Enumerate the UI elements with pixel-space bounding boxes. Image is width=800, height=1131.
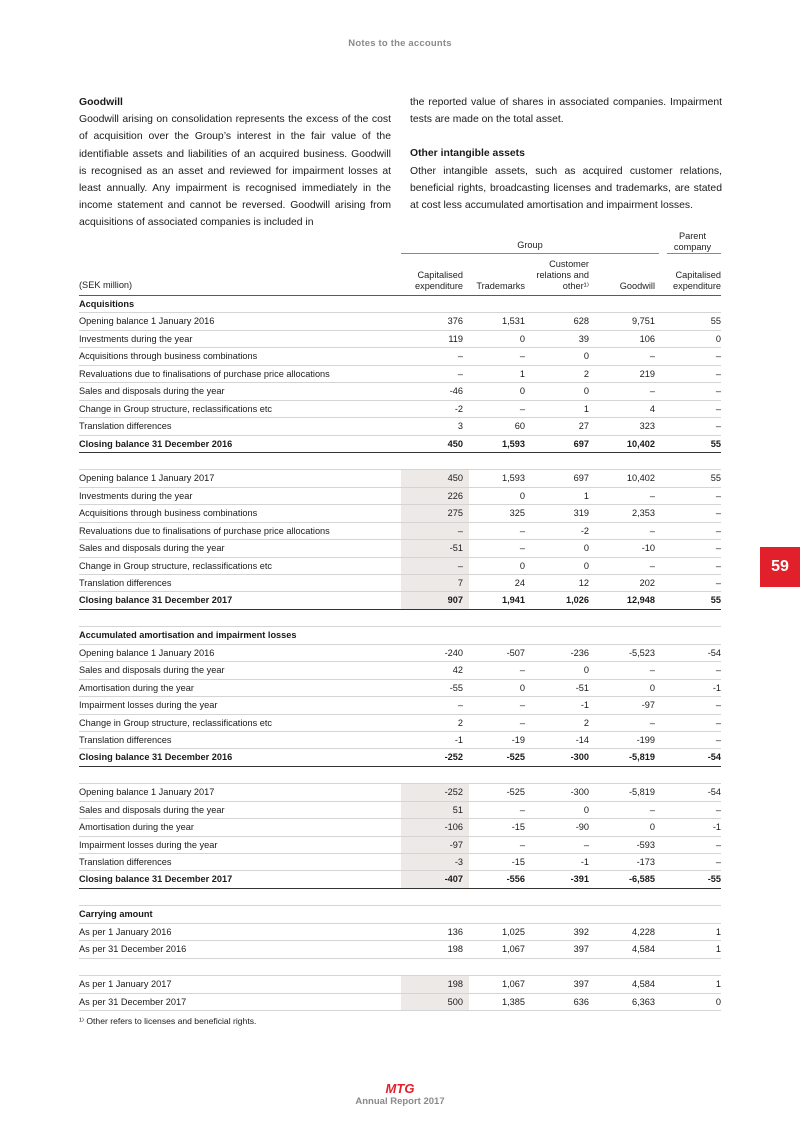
- row-label: Sales and disposals during the year: [79, 543, 225, 554]
- cell-value: -252: [444, 787, 463, 798]
- cell-value: –: [649, 490, 655, 501]
- table-row: [79, 924, 721, 941]
- cell-value: –: [519, 543, 525, 554]
- cell-value: 1: [583, 490, 589, 501]
- table-row: [79, 819, 721, 836]
- cell-value: 397: [573, 944, 589, 955]
- cell-value: –: [715, 508, 721, 519]
- cell-value: 1: [715, 979, 721, 990]
- cell-value: 51: [452, 804, 463, 815]
- group-label: Group: [517, 240, 543, 250]
- row-label: Revaluations due to finalisations of purchase price allocations: [79, 525, 330, 536]
- cell-value: 2: [583, 717, 589, 728]
- text-column-left: [79, 94, 391, 232]
- table-header: [79, 230, 721, 296]
- cell-value: 323: [639, 421, 655, 432]
- row-label: Acquisitions through business combinations: [79, 508, 258, 519]
- table-footnote: ¹⁾ Other refers to licenses and beneficial rights.: [79, 1015, 257, 1026]
- cell-value: 226: [447, 490, 463, 501]
- table-row: [79, 662, 721, 679]
- cell-value: 0: [715, 333, 721, 344]
- cell-value: 55: [710, 595, 721, 606]
- table-row: [79, 680, 721, 697]
- cell-value: –: [715, 804, 721, 815]
- cell-value: -1: [712, 682, 721, 693]
- row-label: Impairment losses during the year: [79, 700, 218, 711]
- cell-value: -5,819: [628, 787, 655, 798]
- table-spacer: [79, 767, 721, 784]
- row-label: Amortisation during the year: [79, 682, 194, 693]
- row-label: Sales and disposals during the year: [79, 665, 225, 676]
- cell-value: 500: [447, 996, 463, 1007]
- row-label: As per 31 December 2017: [79, 996, 187, 1007]
- cell-value: -51: [449, 543, 463, 554]
- footer-text: Annual Report 2017: [355, 1096, 445, 1107]
- cell-value: –: [649, 804, 655, 815]
- row-label: Translation differences: [79, 578, 172, 588]
- table-row: [79, 383, 721, 400]
- row-label: Closing balance 31 December 2016: [79, 752, 233, 763]
- cell-value: 12: [578, 578, 589, 588]
- cell-value: –: [715, 734, 721, 745]
- cell-value: 2: [583, 368, 589, 379]
- cell-value: -51: [575, 682, 589, 693]
- table-section-header: [79, 296, 721, 313]
- cell-value: 1,593: [502, 473, 525, 484]
- table-row: [79, 313, 721, 330]
- row-label: Translation differences: [79, 857, 172, 867]
- cell-value: –: [715, 560, 721, 571]
- cell-value: 60: [514, 421, 525, 432]
- table-section-header: [79, 627, 721, 644]
- cell-value: -556: [506, 874, 525, 885]
- table-row: [79, 941, 721, 958]
- cell-value: 392: [573, 926, 589, 937]
- table-row: [79, 732, 721, 749]
- cell-value: -14: [575, 734, 589, 745]
- table-row: [79, 540, 721, 557]
- cell-value: 39: [578, 333, 589, 344]
- cell-value: 2: [457, 717, 463, 728]
- cell-value: -5,819: [628, 752, 655, 763]
- cell-value: 4,228: [632, 926, 655, 937]
- row-label: Translation differences: [79, 421, 172, 432]
- row-label: As per 31 December 2016: [79, 944, 187, 955]
- cell-value: 1,026: [566, 595, 589, 606]
- cell-value: –: [519, 717, 525, 728]
- goodwill-text-part2: the reported value of shares in associated companies. Impairment tests are made on the total asset.: [410, 97, 722, 126]
- cell-value: 1: [715, 944, 721, 955]
- cell-value: 0: [583, 351, 589, 362]
- cell-value: 907: [447, 595, 463, 606]
- row-label: As per 1 January 2016: [79, 926, 172, 937]
- cell-value: -236: [570, 647, 589, 658]
- cell-value: 1: [519, 368, 525, 379]
- cell-value: 0: [583, 560, 589, 571]
- intangible-assets-table: [79, 230, 721, 1027]
- cell-value: -300: [570, 752, 589, 763]
- cell-value: –: [457, 560, 463, 571]
- cell-value: 7: [457, 578, 463, 588]
- cell-value: -525: [506, 787, 525, 798]
- row-label: Opening balance 1 January 2016: [79, 316, 215, 327]
- cell-value: 4: [649, 403, 655, 414]
- row-label: Accumulated amortisation and impairment losses: [79, 630, 297, 641]
- cell-value: –: [715, 700, 721, 711]
- cell-value: 0: [649, 822, 655, 833]
- cell-value: 4,584: [632, 944, 655, 955]
- cell-value: -240: [444, 647, 463, 658]
- cell-value: -2: [454, 403, 463, 414]
- table-spacer: [79, 959, 721, 976]
- cell-value: 450: [447, 473, 463, 484]
- cell-value: –: [715, 665, 721, 676]
- parent-company-label: Parent company: [673, 231, 712, 252]
- goodwill-text-part1: Goodwill arising on consolidation represents the excess of the cost of acquisition over the Group’s interest in the fair value of the identifiable assets and liabilities of an acquired business. Goodwill is recognised as an asset and reviewed for impairment losses at least annually. Any impairment is recognised immediately in the income statement and cannot be reversed. Goodwill arising from acquisitions of associated companies is included in: [79, 114, 391, 229]
- cell-value: 450: [447, 438, 463, 449]
- mtg-logo: MTG: [385, 1081, 415, 1096]
- table-row: [79, 575, 721, 592]
- row-label: Revaluations due to finalisations of purchase price allocations: [79, 368, 330, 379]
- cell-value: –: [519, 839, 525, 850]
- cell-value: 0: [519, 560, 525, 571]
- goodwill-heading: Goodwill: [79, 97, 123, 108]
- cell-value: 12,948: [626, 595, 655, 606]
- cell-value: 136: [447, 926, 463, 937]
- row-label: Investments during the year: [79, 490, 193, 501]
- row-label: Change in Group structure, reclassifications etc: [79, 403, 273, 414]
- cell-value: -6,585: [628, 874, 655, 885]
- cell-value: 55: [710, 438, 721, 449]
- cell-value: –: [715, 421, 721, 432]
- cell-value: –: [457, 351, 463, 362]
- cell-value: 6,363: [632, 996, 655, 1007]
- row-label: Acquisitions through business combinations: [79, 351, 258, 362]
- cell-value: 106: [639, 333, 655, 344]
- cell-value: –: [715, 839, 721, 850]
- cell-value: 202: [639, 578, 655, 588]
- table-spacer: [79, 889, 721, 906]
- table-spacer: [79, 453, 721, 470]
- table-row: [79, 418, 721, 435]
- cell-value: 1,593: [502, 438, 525, 449]
- table-row: [79, 871, 721, 888]
- cell-value: -507: [506, 647, 525, 658]
- cell-value: 3: [457, 421, 463, 432]
- cell-value: -15: [511, 822, 525, 833]
- col-header-goodwill: Goodwill: [619, 281, 655, 291]
- table-row: [79, 749, 721, 766]
- row-label: Opening balance 1 January 2017: [79, 473, 215, 484]
- text-column-right: [410, 94, 722, 214]
- cell-value: -1: [454, 734, 463, 745]
- cell-value: -5,523: [628, 647, 655, 658]
- cell-value: 1,025: [502, 926, 525, 937]
- table-row: [79, 401, 721, 418]
- table-row: [79, 994, 721, 1011]
- row-label: Carrying amount: [79, 909, 153, 920]
- cell-value: –: [715, 403, 721, 414]
- col-header-trademarks: Trademarks: [476, 281, 525, 291]
- row-label: Closing balance 31 December 2017: [79, 874, 233, 885]
- cell-value: 198: [447, 979, 463, 990]
- cell-value: 0: [519, 682, 525, 693]
- table-row: [79, 784, 721, 801]
- parent-underline: [667, 253, 721, 254]
- unit-label: (SEK million): [79, 280, 133, 290]
- cell-value: –: [715, 368, 721, 379]
- cell-value: 0: [583, 804, 589, 815]
- row-label: Change in Group structure, reclassifications etc: [79, 717, 273, 728]
- row-label: Closing balance 31 December 2017: [79, 595, 233, 606]
- cell-value: 628: [573, 316, 589, 327]
- table-row: [79, 802, 721, 819]
- cell-value: –: [519, 525, 525, 536]
- cell-value: 0: [583, 386, 589, 397]
- page-number-tab: 59: [760, 547, 800, 587]
- cell-value: -1: [712, 822, 721, 833]
- cell-value: -106: [444, 822, 463, 833]
- row-label: Closing balance 31 December 2016: [79, 438, 233, 449]
- cell-value: –: [457, 700, 463, 711]
- cell-value: –: [715, 543, 721, 554]
- cell-value: –: [715, 857, 721, 867]
- cell-value: -173: [636, 857, 655, 867]
- table-row: [79, 505, 721, 522]
- cell-value: 697: [573, 438, 589, 449]
- cell-value: –: [583, 839, 589, 850]
- cell-value: 24: [514, 578, 525, 588]
- cell-value: -10: [641, 543, 655, 554]
- cell-value: -55: [449, 682, 463, 693]
- cell-value: 325: [509, 508, 525, 519]
- cell-value: –: [715, 578, 721, 588]
- cell-value: –: [457, 368, 463, 379]
- cell-value: -15: [511, 857, 525, 867]
- cell-value: 219: [639, 368, 655, 379]
- table-spacer: [79, 610, 721, 627]
- cell-value: 275: [447, 508, 463, 519]
- cell-value: 319: [573, 508, 589, 519]
- cell-value: 0: [519, 490, 525, 501]
- cell-value: 0: [519, 386, 525, 397]
- table-row: [79, 436, 721, 453]
- cell-value: -1: [580, 700, 589, 711]
- row-label: Amortisation during the year: [79, 822, 194, 833]
- cell-value: –: [649, 560, 655, 571]
- cell-value: –: [649, 386, 655, 397]
- cell-value: 10,402: [626, 473, 655, 484]
- cell-value: 9,751: [632, 316, 655, 327]
- cell-value: 0: [649, 682, 655, 693]
- other-intangible-text: Other intangible assets, such as acquired customer relations, beneficial rights, broadcasting licenses and trademarks, are stated at cost less accumulated amortisation and impairment losses.: [410, 165, 722, 212]
- col-header-customer-relations: Customer relations and other¹⁾: [536, 259, 589, 291]
- cell-value: 0: [583, 543, 589, 554]
- table-row: [79, 715, 721, 732]
- table-section-header: [79, 906, 721, 923]
- table-row: [79, 645, 721, 662]
- cell-value: -90: [575, 822, 589, 833]
- table-row: [79, 854, 721, 871]
- cell-value: 1: [583, 403, 589, 414]
- cell-value: 1,067: [502, 944, 525, 955]
- other-intangible-heading: Other intangible assets: [410, 148, 525, 160]
- col-header-capex: Capitalised expenditure: [414, 270, 463, 291]
- cell-value: -391: [570, 874, 589, 885]
- cell-value: 1: [715, 926, 721, 937]
- row-label: Impairment losses during the year: [79, 839, 218, 850]
- cell-value: -54: [707, 787, 721, 798]
- cell-value: 4,584: [632, 979, 655, 990]
- table-body: [79, 296, 721, 1011]
- cell-value: 1,941: [502, 595, 525, 606]
- table-row: [79, 348, 721, 365]
- cell-value: 376: [447, 316, 463, 327]
- cell-value: –: [457, 525, 463, 536]
- cell-value: 198: [447, 944, 463, 955]
- cell-value: -55: [707, 874, 721, 885]
- cell-value: 1,385: [502, 996, 525, 1007]
- cell-value: 697: [573, 473, 589, 484]
- cell-value: –: [519, 804, 525, 815]
- cell-value: –: [519, 351, 525, 362]
- cell-value: 1,067: [502, 979, 525, 990]
- table-row: [79, 488, 721, 505]
- cell-value: 119: [448, 333, 463, 344]
- cell-value: -3: [454, 857, 463, 867]
- cell-value: -97: [641, 700, 655, 711]
- table-row: [79, 837, 721, 854]
- cell-value: 0: [715, 996, 721, 1007]
- cell-value: -97: [449, 839, 463, 850]
- row-label: Sales and disposals during the year: [79, 804, 225, 815]
- cell-value: 27: [578, 421, 589, 432]
- cell-value: –: [649, 665, 655, 676]
- row-label: Translation differences: [79, 734, 172, 745]
- cell-value: 636: [573, 996, 589, 1007]
- row-label: As per 1 January 2017: [79, 979, 172, 990]
- cell-value: -19: [511, 734, 525, 745]
- cell-value: 0: [519, 333, 525, 344]
- row-label: Sales and disposals during the year: [79, 386, 225, 397]
- cell-value: 0: [583, 665, 589, 676]
- cell-value: –: [715, 386, 721, 397]
- cell-value: –: [715, 490, 721, 501]
- cell-value: –: [519, 700, 525, 711]
- col-header-parent-capex: Capitalised expenditure: [672, 270, 721, 291]
- group-underline: [401, 253, 659, 254]
- cell-value: –: [649, 525, 655, 536]
- page-header-title: Notes to the accounts: [348, 38, 452, 49]
- table-row: [79, 366, 721, 383]
- row-label: Acquisitions: [79, 299, 135, 309]
- row-label: Investments during the year: [79, 333, 193, 344]
- cell-value: -1: [580, 857, 589, 867]
- table-row: [79, 976, 721, 993]
- cell-value: 55: [710, 316, 721, 327]
- cell-value: -407: [444, 874, 463, 885]
- cell-value: –: [649, 717, 655, 728]
- table-row: [79, 558, 721, 575]
- cell-value: –: [715, 351, 721, 362]
- cell-value: -199: [636, 734, 655, 745]
- cell-value: 55: [710, 473, 721, 484]
- table-row: [79, 523, 721, 540]
- row-label: Change in Group structure, reclassifications etc: [79, 560, 273, 571]
- cell-value: -252: [444, 752, 463, 763]
- cell-value: -46: [449, 386, 463, 397]
- row-label: Opening balance 1 January 2016: [79, 647, 215, 658]
- cell-value: –: [519, 665, 525, 676]
- table-row: [79, 470, 721, 487]
- cell-value: -54: [707, 752, 721, 763]
- cell-value: 397: [573, 979, 589, 990]
- cell-value: 10,402: [626, 438, 655, 449]
- cell-value: –: [649, 351, 655, 362]
- table-row: [79, 592, 721, 609]
- cell-value: -593: [636, 839, 655, 850]
- cell-value: –: [519, 403, 525, 414]
- cell-value: -300: [570, 787, 589, 798]
- cell-value: 2,353: [632, 508, 655, 519]
- table-row: [79, 697, 721, 714]
- cell-value: –: [715, 717, 721, 728]
- cell-value: 1,531: [502, 316, 525, 327]
- cell-value: -54: [707, 647, 721, 658]
- cell-value: -2: [580, 525, 589, 536]
- cell-value: –: [715, 525, 721, 536]
- table-row: [79, 331, 721, 348]
- row-label: Opening balance 1 January 2017: [79, 787, 215, 798]
- cell-value: -525: [506, 752, 525, 763]
- cell-value: 42: [452, 665, 463, 676]
